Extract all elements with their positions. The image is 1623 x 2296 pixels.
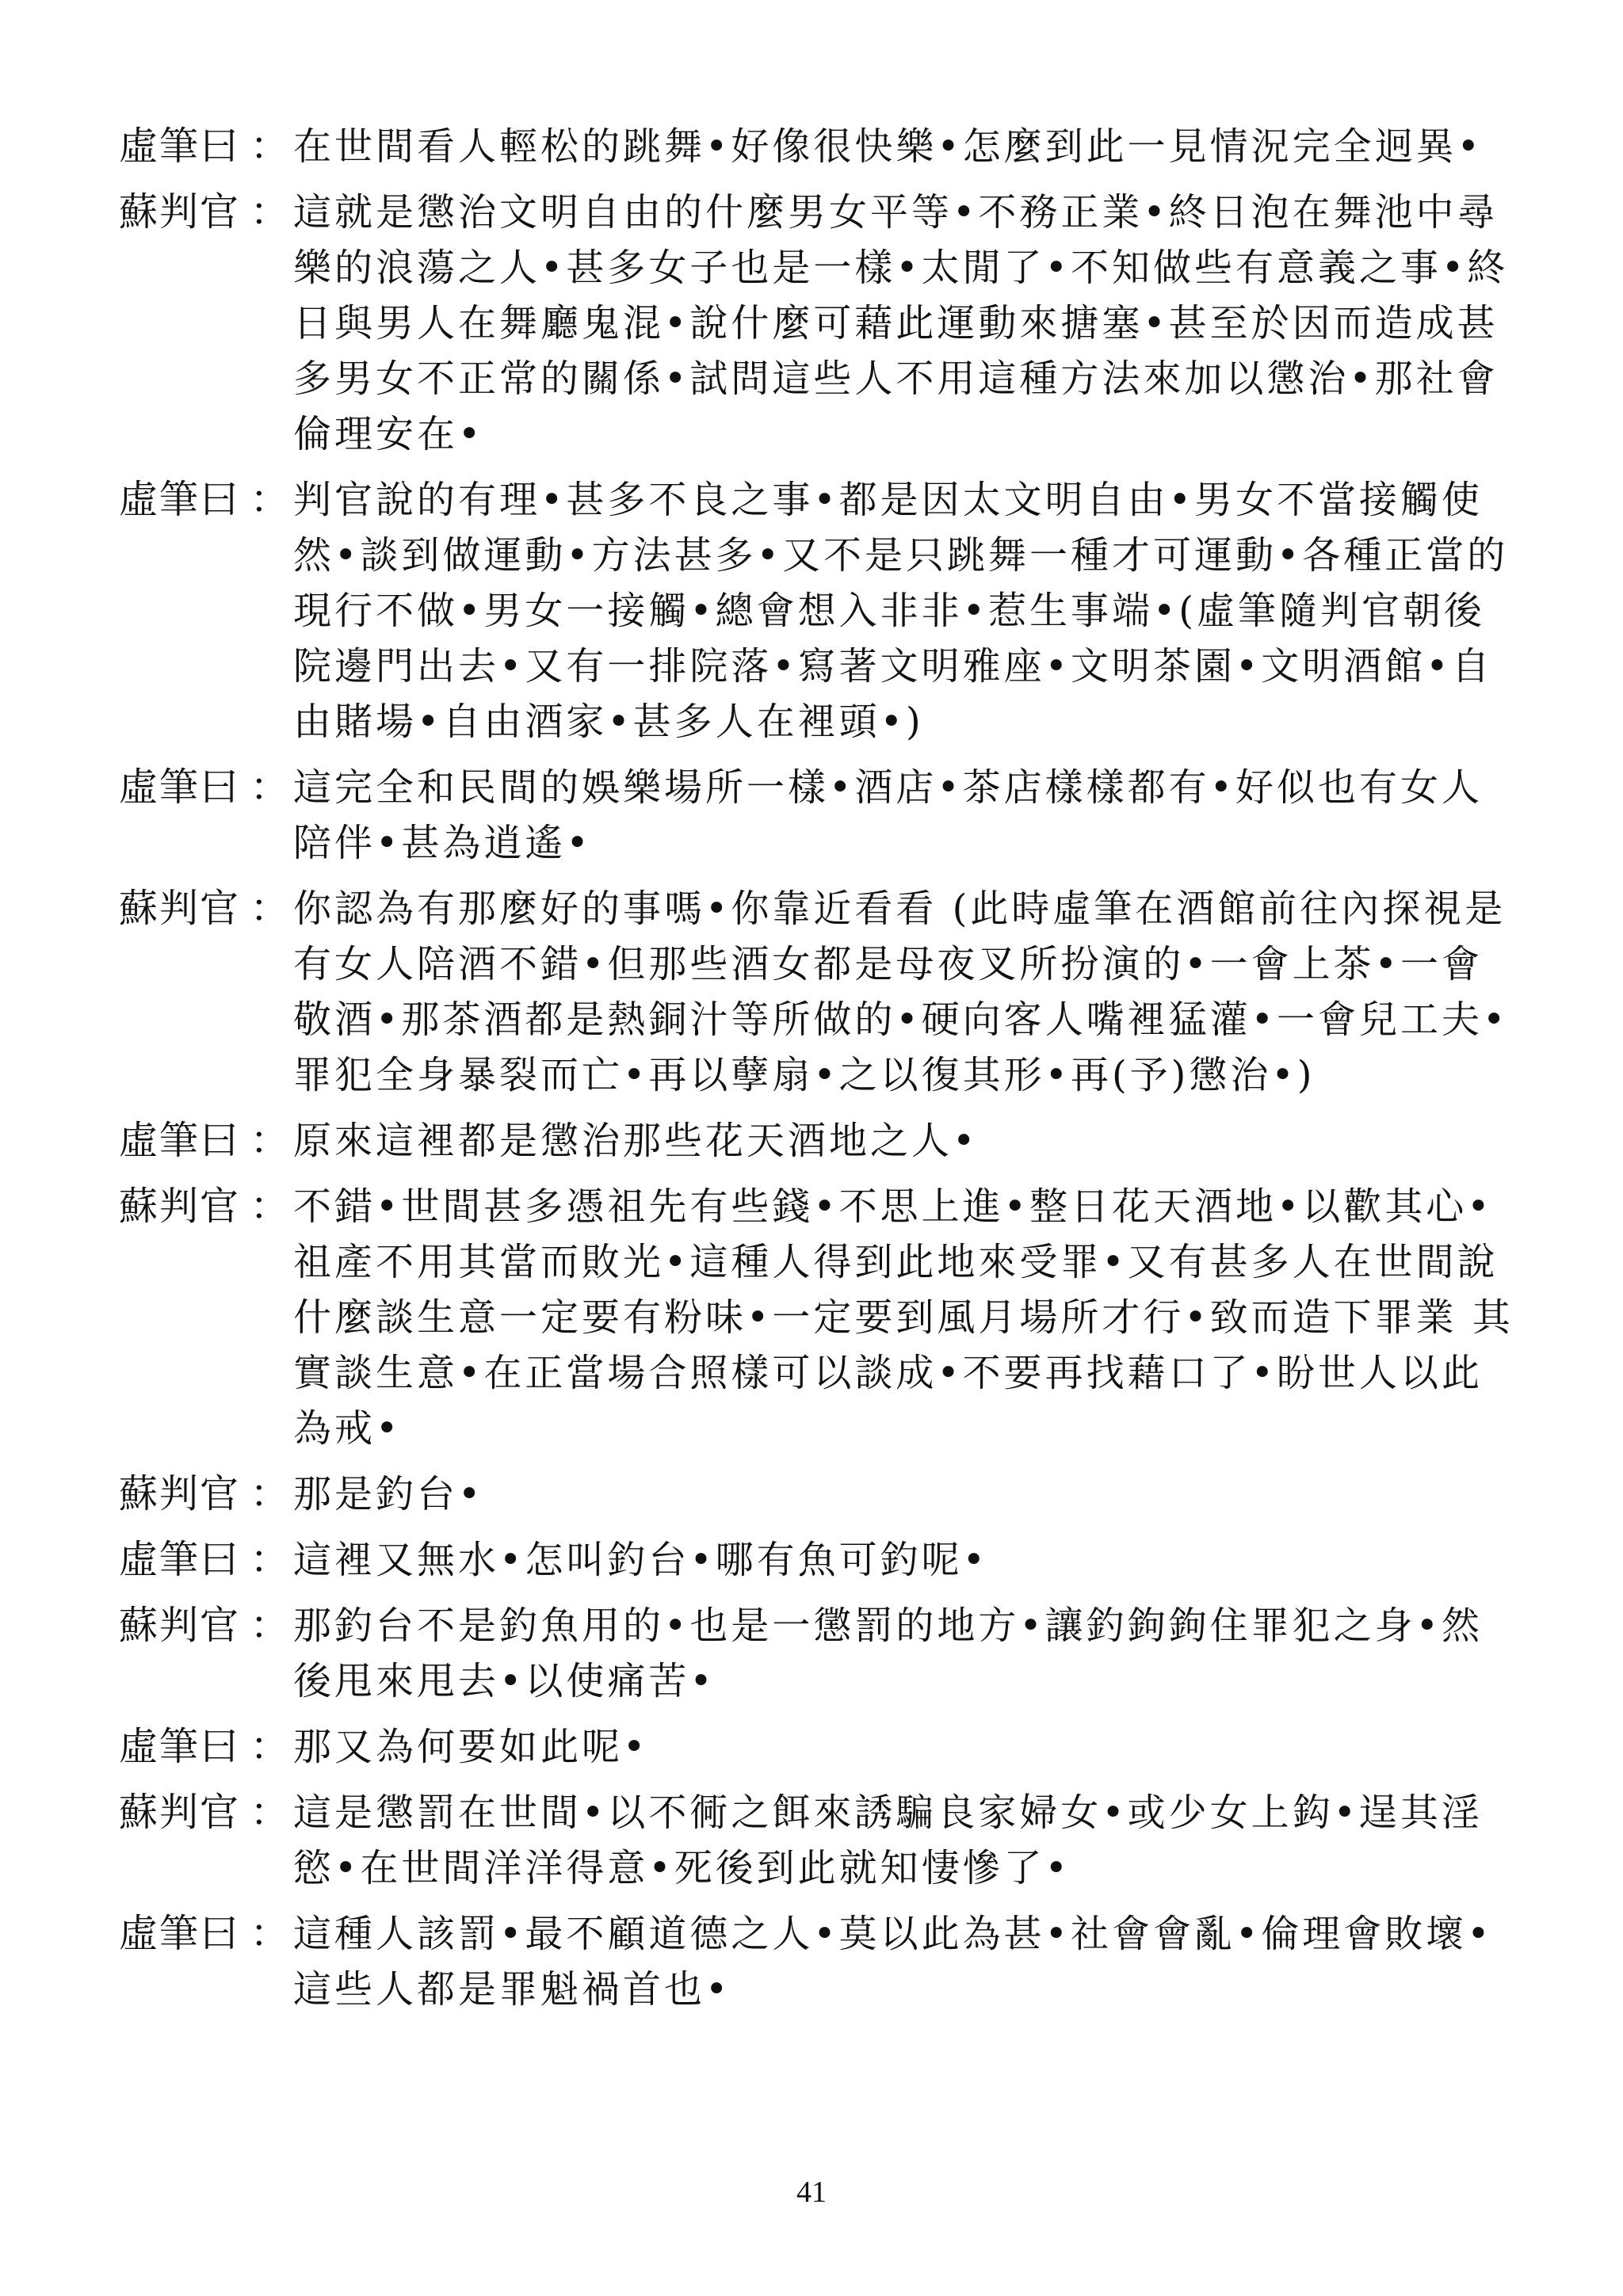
speaker-label: 蘇判官 [119, 1603, 241, 1648]
speaker-label: 蘇判官 [119, 1184, 241, 1229]
dialogue-entry [119, 119, 1514, 174]
speaker-colon: ： [250, 1118, 289, 1163]
speaker-colon: ： [250, 886, 289, 931]
speaker-label: 蘇判官 [119, 189, 241, 235]
page-number: 41 [796, 2176, 827, 2209]
speaker-label: 蘇判官 [119, 886, 241, 931]
dialogue-entry [119, 185, 1514, 462]
speaker-label: 虛筆曰 [119, 765, 241, 810]
dialogue-text: 這是懲罰在世間•以不衕之餌來誘騙良家婦女•或少女上鈎•逞其淫慾•在世間洋洋得意•死後到此就知悽慘了• [293, 1791, 1483, 1890]
speaker-label: 虛筆曰 [119, 1537, 241, 1582]
dialogue-text: 原來這裡都是懲治那些花天酒地之人• [293, 1119, 979, 1163]
dialogue-entry [119, 1719, 1514, 1775]
speaker-label: 虛筆曰 [119, 124, 241, 169]
dialogue-entry [119, 881, 1514, 1103]
dialogue-text: 那又為何要如此呢• [293, 1725, 649, 1769]
speaker-label: 蘇判官 [119, 1471, 241, 1516]
speaker-colon: ： [250, 1911, 289, 1956]
dialogue-entry [119, 1532, 1514, 1588]
dialogue-text: 這裡又無水•怎叫釣台•哪有魚可釣呢• [293, 1538, 988, 1582]
speaker-label: 虛筆曰 [119, 1911, 241, 1956]
speaker-colon: ： [250, 1471, 289, 1516]
dialogue-text: 在世間看人輕松的跳舞•好像很快樂•怎麼到此一見情況完全迥異• [293, 124, 1483, 169]
speaker-colon: ： [250, 765, 289, 810]
dialogue-text: 這完全和民間的娛樂場所一樣•酒店•茶店樣樣都有•好似也有女人陪伴•甚為逍遙• [293, 765, 1483, 865]
speaker-label: 虛筆曰 [119, 477, 241, 522]
dialogue-entry [119, 1906, 1514, 2017]
speaker-colon: ： [250, 124, 289, 169]
speaker-colon: ： [250, 1603, 289, 1648]
dialogue-entry [119, 1179, 1514, 1456]
document-body [119, 119, 1514, 2027]
dialogue-entry [119, 1113, 1514, 1169]
dialogue-entry [119, 1466, 1514, 1522]
dialogue-entry [119, 1598, 1514, 1709]
speaker-colon: ： [250, 1537, 289, 1582]
dialogue-entry [119, 760, 1514, 871]
speaker-colon: ： [250, 1724, 289, 1769]
dialogue-text: 那是釣台• [293, 1472, 484, 1516]
speaker-colon: ： [250, 1790, 289, 1835]
speaker-colon: ： [250, 1184, 289, 1229]
speaker-label: 虛筆曰 [119, 1724, 241, 1769]
dialogue-text: 這種人該罰•最不顧道德之人•莫以此為甚•社會會亂•倫理會敗壞•這些人都是罪魁禍首也• [293, 1912, 1493, 2012]
dialogue-text: 這就是懲治文明自由的什麼男女平等•不務正業•終日泡在舞池中尋樂的浪蕩之人•甚多女子也是一樣•太閒了•不知做些有意義之事•終日與男人在舞廳鬼混•說什麼可藉此運動來搪塞•甚至於因而造成甚多男女不正常的關係•試問這些人不用這種方法來加以懲治•那社會倫理安在• [293, 190, 1509, 456]
dialogue-entry [119, 472, 1514, 749]
speaker-label: 蘇判官 [119, 1790, 241, 1835]
dialogue-entry [119, 1785, 1514, 1896]
speaker-label: 虛筆曰 [119, 1118, 241, 1163]
speaker-colon: ： [250, 477, 289, 522]
dialogue-text: 那釣台不是釣魚用的•也是一懲罰的地方•讓釣鉤鉤住罪犯之身•然後甩來甩去•以使痛苦• [293, 1604, 1483, 1703]
dialogue-text: 你認為有那麼好的事嗎•你靠近看看 (此時虛筆在酒館前往內探視是有女人陪酒不錯•但那些酒女都是母夜叉所扮演的•一會上茶•一會敬酒•那茶酒都是熱銅汁等所做的•硬向客人嘴裡猛灌•一會兒工夫•罪犯全身暴裂而亡•再以孽扇•之以復其形•再(予)懲治•) [293, 887, 1509, 1097]
dialogue-text: 不錯•世間甚多憑祖先有些錢•不思上進•整日花天酒地•以歡其心•祖產不用其當而敗光•這種人得到此地來受罪•又有甚多人在世間說什麼談生意一定要有粉味•一定要到風月場所才行•致而造下罪業 其實談生意•在正當場合照樣可以談成•不要再找藉口了•盼世人以此為戒• [293, 1184, 1514, 1451]
dialogue-text: 判官說的有理•甚多不良之事•都是因太文明自由•男女不當接觸使然•談到做運動•方法甚多•又不是只跳舞一種才可運動•各種正當的現行不做•男女一接觸•總會想入非非•惹生事端•(虛筆隨判官朝後院邊門出去•又有一排院落•寫著文明雅座•文明茶園•文明酒館•自由賭場•自由酒家•甚多人在裡頭•) [293, 478, 1509, 744]
speaker-colon: ： [250, 189, 289, 235]
